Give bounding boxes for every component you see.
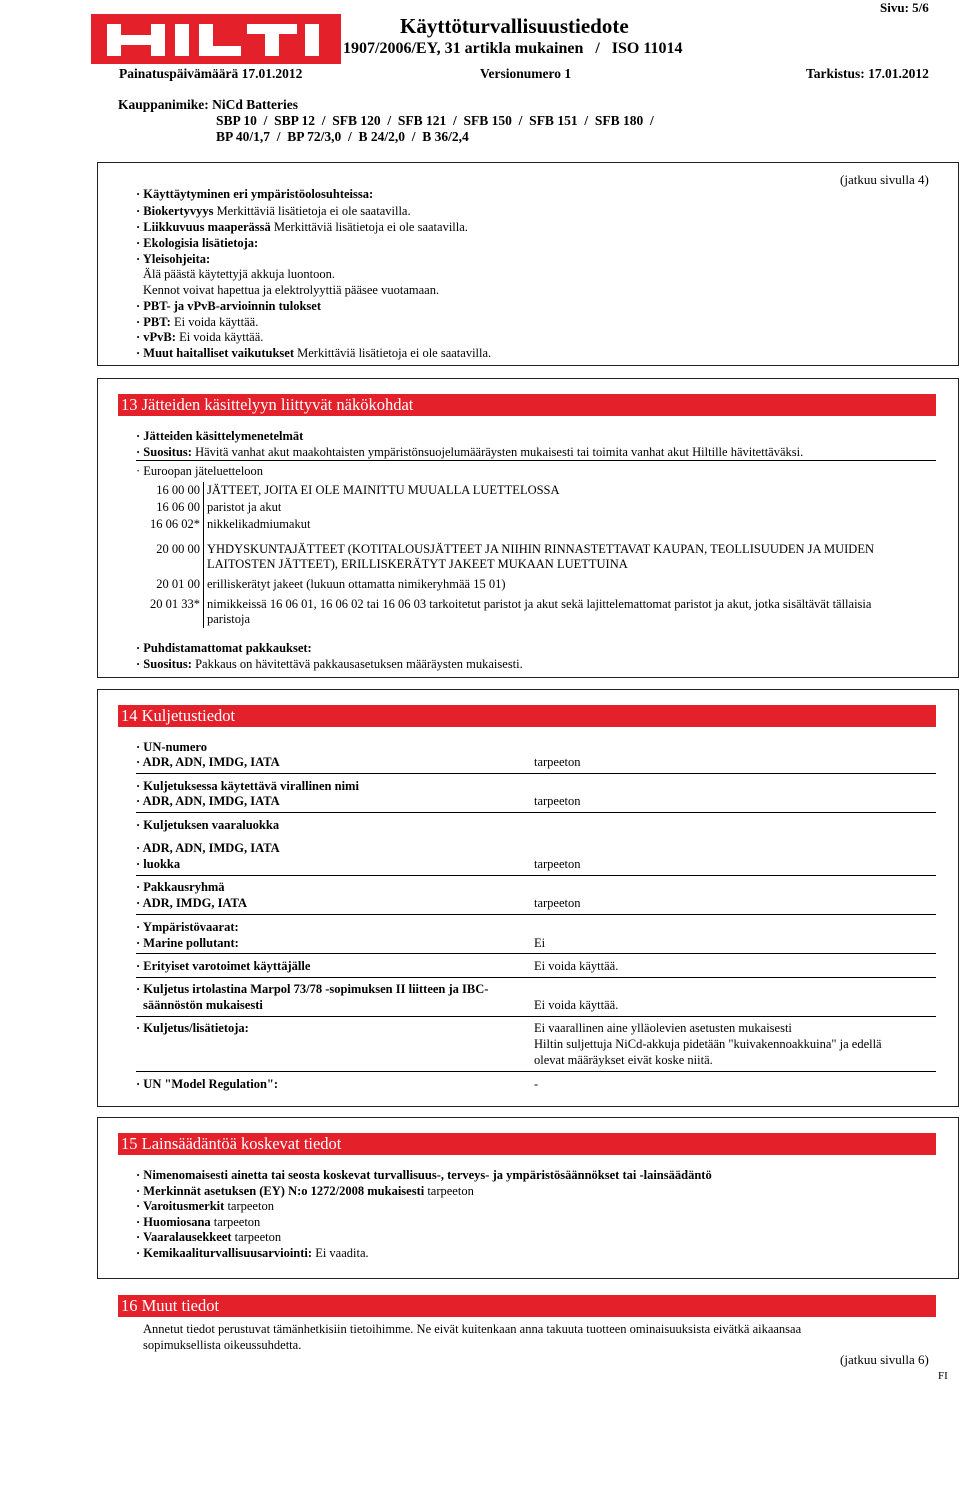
s14-label: · ADR, ADN, IMDG, IATA: [136, 841, 280, 855]
divider: [136, 1071, 936, 1072]
s14-value: olevat määräykset eivät koske niitä.: [534, 1053, 713, 1067]
s14-label: säännöstön mukaisesti: [143, 998, 263, 1012]
s15-line: · Nimenomaisesti ainetta tai seosta koskevat turvallisuus-, terveys- ja ympäristösäännökset tai -lainsäädäntö: [136, 1168, 712, 1182]
language-code: FI: [938, 1370, 948, 1382]
waste-catalogue-label: · Euroopan jäteluetteloon: [136, 464, 264, 478]
divider: [136, 875, 936, 876]
section-14-heading: 14 Kuljetustiedot: [118, 705, 936, 727]
s14-value: Hiltin suljettuja NiCd-akkuja pidetään "kuivakennoakkuina" ja edellä: [534, 1037, 882, 1051]
s14-label: · Ympäristövaarat:: [136, 920, 239, 934]
s13-line: · Suositus: Hävitä vanhat akut maakohtaisten ympäristönsuojelumääräysten mukaisesti tai toimita vanhat akut Hiltille hävitettäväksi.: [136, 445, 804, 459]
divider: [136, 773, 936, 774]
divider: [136, 953, 936, 954]
s14-label: · Kuljetuksen vaaraluokka: [136, 818, 280, 832]
trade-name-line-3: BP 40/1,7 / BP 72/3,0 / B 24/2,0 / B 36/2,4: [216, 129, 469, 144]
s15-line: · Huomiosana tarpeeton: [136, 1215, 261, 1229]
s14-value: -: [534, 1077, 539, 1091]
s13-line: · Jätteiden käsittelymenetelmät: [136, 429, 304, 443]
document-subtitle: 1907/2006/EY, 31 artikla mukainen / ISO 11014: [343, 40, 683, 57]
s12-line: Älä päästä käytettyjä akkuja luontoon.: [143, 267, 335, 281]
s13-line: · Suositus: Pakkaus on hävitettävä pakkausasetuksen määräysten mukaisesti.: [136, 657, 523, 671]
s16-line: Annetut tiedot perustuvat tämänhetkisiin tietoihimme. Ne eivät kuitenkaan anna takuuta tuotteen ominaisuuksista eivätkä aikaansaa: [143, 1322, 802, 1336]
trade-name-line-2: SBP 10 / SBP 12 / SFB 120 / SFB 121 / SFB 150 / SFB 151 / SFB 180 /: [216, 113, 654, 128]
s12-line: · Yleisohjeita:: [136, 252, 211, 266]
s12-line: Kennot voivat hapettua ja elektrolyyttiä pääsee vuotamaan.: [143, 283, 440, 297]
s14-label: · ADR, ADN, IMDG, IATA: [136, 755, 280, 769]
table-row: 16 06 00 paristot ja akut: [118, 499, 918, 516]
divider: [136, 977, 936, 978]
section-15-heading: 15 Lainsäädäntöä koskevat tiedot: [118, 1133, 936, 1155]
divider: [136, 460, 936, 461]
table-row: 16 00 00 JÄTTEET, JOITA EI OLE MAINITTU MUUALLA LUETTELOSSA: [118, 482, 918, 499]
s14-label: · Kuljetus irtolastina Marpol 73/78 -sopimuksen II liitteen ja IBC-: [136, 982, 489, 996]
page-number: Sivu: 5/6: [880, 0, 929, 15]
revision-date: Tarkistus: 17.01.2012: [806, 66, 929, 81]
divider: [136, 1016, 936, 1017]
section-16-heading: 16 Muut tiedot: [118, 1295, 936, 1317]
s14-value: tarpeeton: [534, 896, 581, 910]
version: Versionumero 1: [480, 66, 572, 81]
table-row: 16 06 02* nikkelikadmiumakut: [118, 516, 918, 538]
s12-line: · Liikkuvuus maaperässä Merkittäviä lisätietoja ei ole saatavilla.: [136, 220, 468, 234]
s12-line: · Biokertyvyys Merkittäviä lisätietoja ei ole saatavilla.: [136, 204, 411, 218]
s12-line: · Ekologisia lisätietoja:: [136, 236, 259, 250]
s12-line: · vPvB: Ei voida käyttää.: [136, 330, 264, 344]
trade-name: [118, 97, 654, 145]
s14-label: · Pakkausryhmä: [136, 880, 225, 894]
s14-value: tarpeeton: [534, 794, 581, 808]
s13-line: · Puhdistamattomat pakkaukset:: [136, 641, 312, 655]
continued-from: (jatkuu sivulla 4): [840, 172, 929, 187]
s14-label: · UN "Model Regulation":: [136, 1077, 278, 1091]
s16-line: sopimuksellista oikeussuhdetta.: [143, 1338, 302, 1352]
s14-label: · Erityiset varotoimet käyttäjälle: [136, 959, 311, 973]
table-row: 20 01 33* nimikkeissä 16 06 01, 16 06 02 tai 16 06 03 tarkoitetut paristot ja akut sekä lajittelemattomat paristot ja akut, jotka sisältävät tällaisia paristoja: [118, 593, 918, 628]
s12-line: · PBT- ja vPvB-arvioinnin tulokset: [136, 299, 321, 313]
hilti-logo: [91, 14, 341, 64]
s14-value: tarpeeton: [534, 755, 581, 769]
waste-code-table: [118, 482, 918, 628]
s15-line: · Varoitusmerkit tarpeeton: [136, 1199, 274, 1213]
s14-value: tarpeeton: [534, 857, 581, 871]
s14-label: · luokka: [136, 857, 181, 871]
s12-line: · PBT: Ei voida käyttää.: [136, 315, 259, 329]
s14-value: Ei voida käyttää.: [534, 959, 619, 973]
s14-label: · Kuljetuksessa käytettävä virallinen nimi: [136, 779, 359, 793]
s14-value: Ei voida käyttää.: [534, 998, 619, 1012]
s14-label: · UN-numero: [136, 740, 207, 754]
table-row: 20 01 00 erilliskerätyt jakeet (lukuun ottamatta nimikeryhmää 15 01): [118, 573, 918, 593]
continued-to: (jatkuu sivulla 6): [840, 1352, 929, 1367]
s15-line: · Vaaralausekkeet tarpeeton: [136, 1230, 282, 1244]
s14-label: · ADR, ADN, IMDG, IATA: [136, 794, 280, 808]
divider: [136, 914, 936, 915]
print-date: Painatuspäivämäärä 17.01.2012: [119, 66, 303, 81]
document-title: Käyttöturvallisuustiedote: [400, 14, 629, 38]
s15-line: · Merkinnät asetuksen (EY) N:o 1272/2008 mukaisesti tarpeeton: [136, 1184, 474, 1198]
table-row: 20 00 00 YHDYSKUNTAJÄTTEET (KOTITALOUSJÄTTEET JA NIIHIN RINNASTETTAVAT KAUPAN, TEOLLISUUDEN JA MUIDEN LAITOSTEN JÄTTEET), ERILLISKERÄTYT JAKEET MUKAAN LUETTUINA: [118, 538, 918, 573]
s14-value: Ei: [534, 936, 546, 950]
trade-name-label: Kauppanimike: NiCd Batteries: [118, 97, 299, 112]
s14-label: · Marine pollutant:: [136, 936, 239, 950]
s12-line: · Muut haitalliset vaikutukset Merkittäviä lisätietoja ei ole saatavilla.: [136, 346, 492, 360]
s14-label: · ADR, IMDG, IATA: [136, 896, 247, 910]
s14-value: Ei vaarallinen aine ylläolevien asetusten mukaisesti: [534, 1021, 792, 1035]
s15-line: · Kemikaaliturvallisuusarviointi: Ei vaadita.: [136, 1246, 369, 1260]
section-13-heading: 13 Jätteiden käsittelyyn liittyvät näkökohdat: [118, 394, 936, 416]
divider: [136, 812, 936, 813]
s14-label: · Kuljetus/lisätietoja:: [136, 1021, 249, 1035]
s12-line: · Käyttäytyminen eri ympäristöolosuhteissa:: [136, 187, 374, 201]
